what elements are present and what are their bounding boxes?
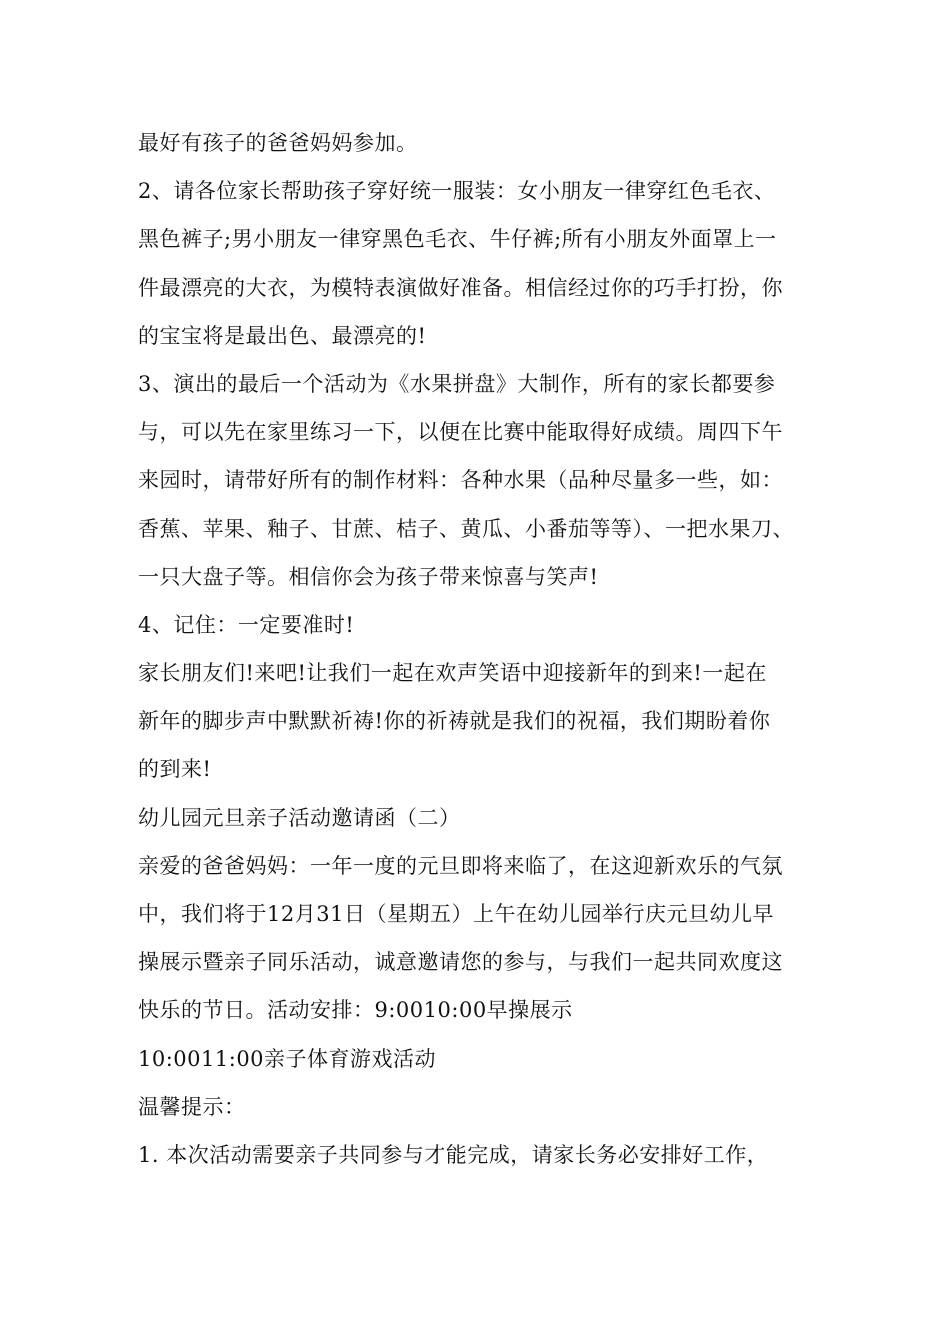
text-line: 新年的脚步声中默默祈祷!你的祈祷就是我们的祝福，我们期盼着你	[138, 709, 771, 734]
text-line: 操展示暨亲子同乐活动，诚意邀请您的参与，与我们一起共同欢度这	[138, 950, 783, 975]
text-line: 香蕉、苹果、釉子、甘蔗、桔子、黄瓜、小番茄等等）、一把水果刀、	[138, 516, 794, 541]
text-line: 4、记住：一定要准时!	[138, 612, 355, 637]
text-line: 件最漂亮的大衣，为模特表演做好准备。相信经过你的巧手打扮，你	[138, 275, 783, 300]
text-line: 2、请各位家长帮助孩子穿好统一服装：女小朋友一律穿红色毛衣、	[138, 179, 776, 204]
text-line: 10:0011:00亲子体育游戏活动	[138, 1046, 437, 1071]
text-line: 中，我们将于12月31日（星期五）上午在幼儿园举行庆元旦幼儿早	[138, 902, 774, 926]
text-line: 亲爱的爸爸妈妈：一年一度的元旦即将来临了，在这迎新欢乐的气氛	[138, 853, 783, 878]
text-line: 快乐的节日。活动安排：9:0010:00早操展示	[138, 998, 573, 1023]
text-line: 最好有孩子的爸爸妈妈参加。	[138, 131, 418, 155]
text-line: 的宝宝将是最出色、最漂亮的!	[138, 323, 427, 348]
text-line: 与，可以先在家里练习一下，以便在比赛中能取得好成绩。周四下午	[138, 420, 783, 445]
text-line: 黑色裤子;男小朋友一律穿黑色毛衣、牛仔裤;所有小朋友外面罩上一	[138, 227, 777, 252]
text-line: 的到来!	[138, 757, 212, 782]
text-line: 来园时，请带好所有的制作材料：各种水果（品种尽量多一些，如：	[138, 468, 783, 493]
text-line: 温馨提示：	[138, 1094, 246, 1119]
text-line: 3、演出的最后一个活动为《水果拼盘》大制作，所有的家长都要参	[138, 371, 776, 396]
text-line: 1. 本次活动需要亲子共同参与才能完成，请家长务必安排好工作，	[138, 1142, 769, 1167]
text-line: 一只大盘子等。相信你会为孩子带来惊喜与笑声!	[138, 564, 599, 589]
document-body	[138, 119, 828, 1179]
section-title: 幼儿园元旦亲子活动邀请函（二）	[138, 805, 461, 830]
text-line: 家长朋友们!来吧!让我们一起在欢声笑语中迎接新年的到来!一起在	[138, 661, 767, 686]
